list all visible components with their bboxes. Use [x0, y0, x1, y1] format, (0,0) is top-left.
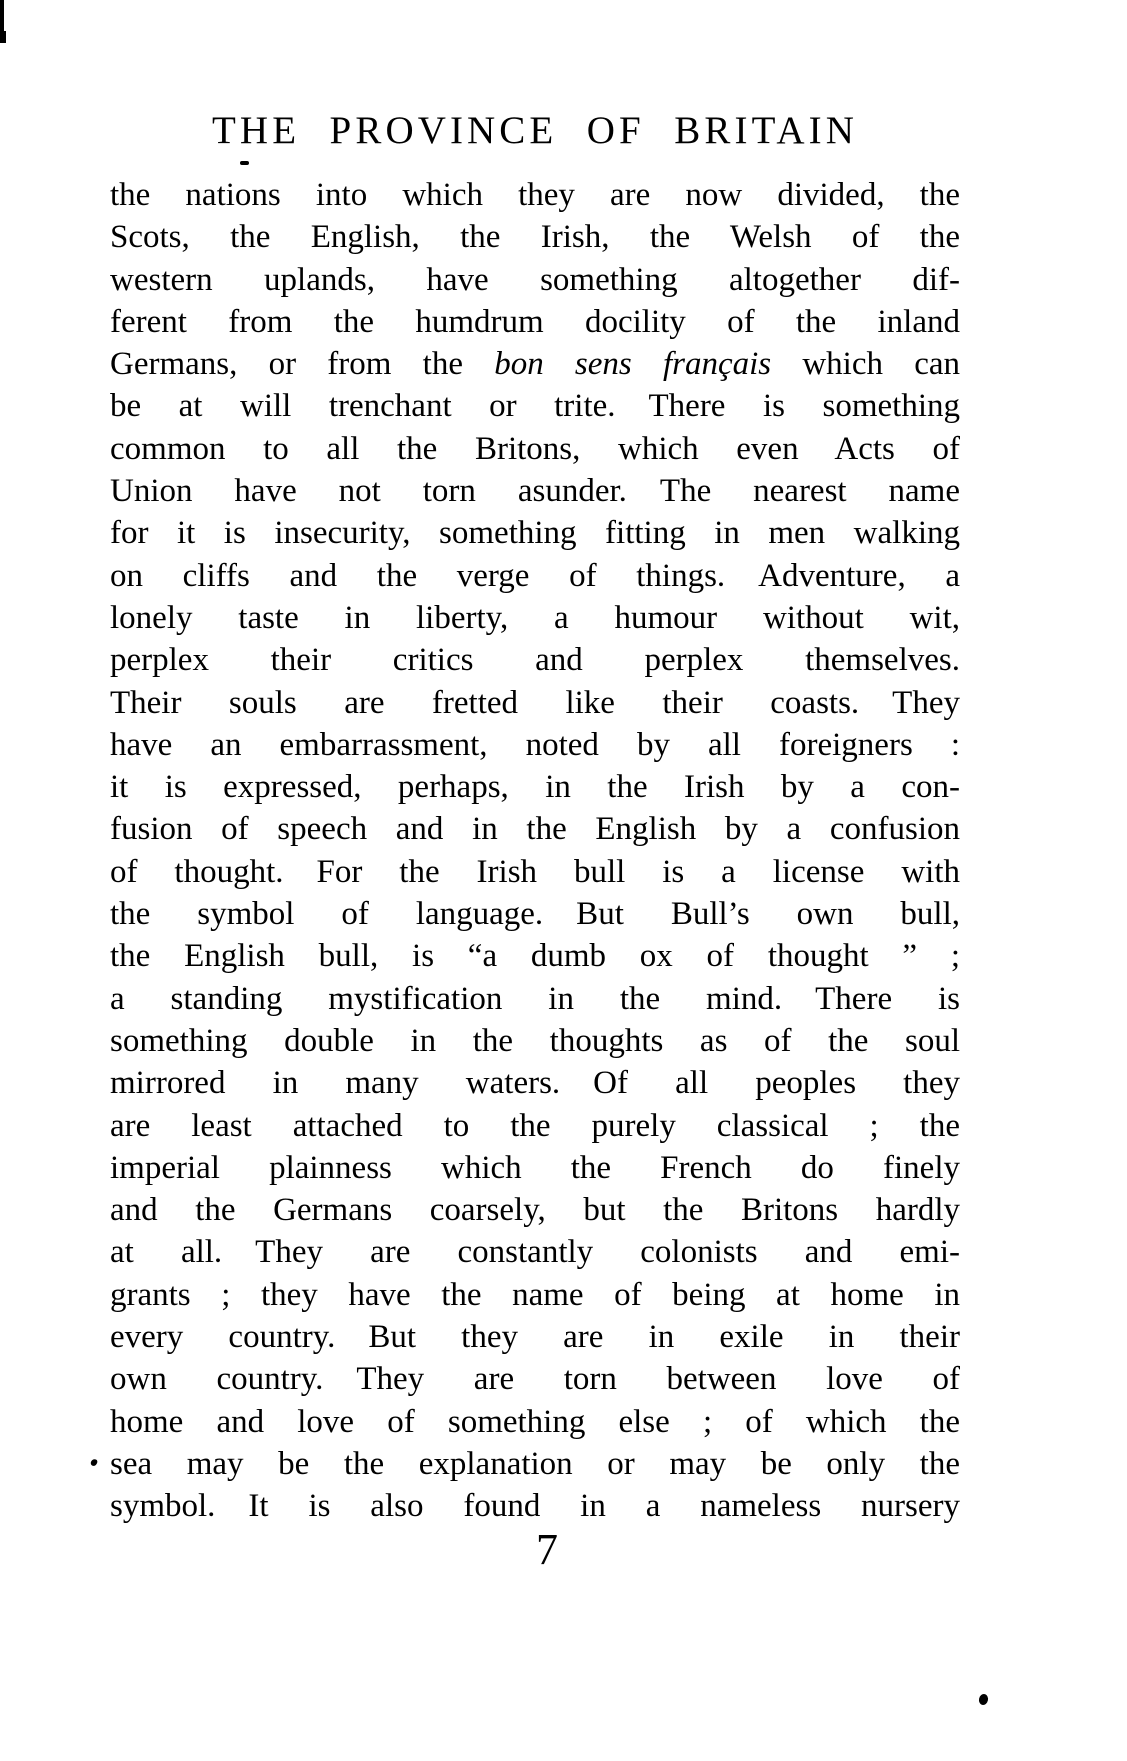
text-line: the symbol of language. But Bull’s own bull, [110, 896, 960, 933]
scan-edge-mark-nub [3, 31, 6, 43]
text-line: own country. They are torn between love of [110, 1361, 960, 1398]
text-line: western uplands, have something altogether dif- [110, 261, 960, 298]
text-line: have an embarrassment, noted by all foreigners : [110, 726, 960, 763]
text-line: perplex their critics and perplex themselves. [110, 642, 960, 679]
text-line: and the Germans coarsely, but the Britons hardly [110, 1192, 960, 1229]
text-line: the English bull, is “a dumb ox of thought ” ; [110, 938, 960, 975]
body-text [110, 174, 960, 1528]
text-line: of thought. For the Irish bull is a license with [110, 853, 960, 890]
text-line: Union have not torn asunder. The nearest name [110, 473, 960, 510]
text-line: Germans, or from the bon sens français which can [110, 346, 960, 383]
text-line: fusion of speech and in the English by a confusion [110, 811, 960, 848]
text-line: Scots, the English, the Irish, the Welsh of the [110, 219, 960, 256]
text-line: imperial plainness which the French do finely [110, 1149, 960, 1186]
text-line: the nations into which they are now divided, the [110, 177, 960, 213]
text-line: are least attached to the purely classical ; the [110, 1107, 960, 1144]
text-line: common to all the Britons, which even Acts of [110, 430, 960, 467]
text-line: sea may be the explanation or may be only the [110, 1445, 960, 1482]
text-line: lonely taste in liberty, a humour without wit, [110, 599, 960, 636]
text-line: every country. But they are in exile in their [110, 1319, 960, 1356]
text-line: a standing mystification in the mind. There is [110, 980, 960, 1017]
text-line: at all. They are constantly colonists and emi- [110, 1234, 960, 1271]
page-number: 7 [536, 1525, 558, 1574]
text-line: mirrored in many waters. Of all peoples they [110, 1065, 960, 1102]
text-line: it is expressed, perhaps, in the Irish by a con- [110, 769, 960, 806]
text-line: for it is insecurity, something fitting in men walking [110, 515, 960, 552]
text-line: on cliffs and the verge of things. Adventure, a [110, 557, 960, 594]
text-line: symbol. It is also found in a nameless nursery [110, 1488, 960, 1525]
text-line: ferent from the humdrum docility of the inland [110, 303, 960, 340]
text-line: grants ; they have the name of being at home in [110, 1276, 960, 1313]
text-line: home and love of something else ; of which the [110, 1403, 960, 1440]
ink-speck-under-title [240, 161, 249, 165]
ink-dot-bottom-right [978, 1693, 989, 1706]
ink-speck-left-margin [90, 1458, 98, 1467]
text-line: be at will trenchant or trite. There is something [110, 388, 960, 425]
text-line: something double in the thoughts as of the soul [110, 1022, 960, 1059]
text-line: Their souls are fretted like their coasts. They [110, 684, 960, 721]
page-title: THE PROVINCE OF BRITAIN [212, 109, 858, 152]
